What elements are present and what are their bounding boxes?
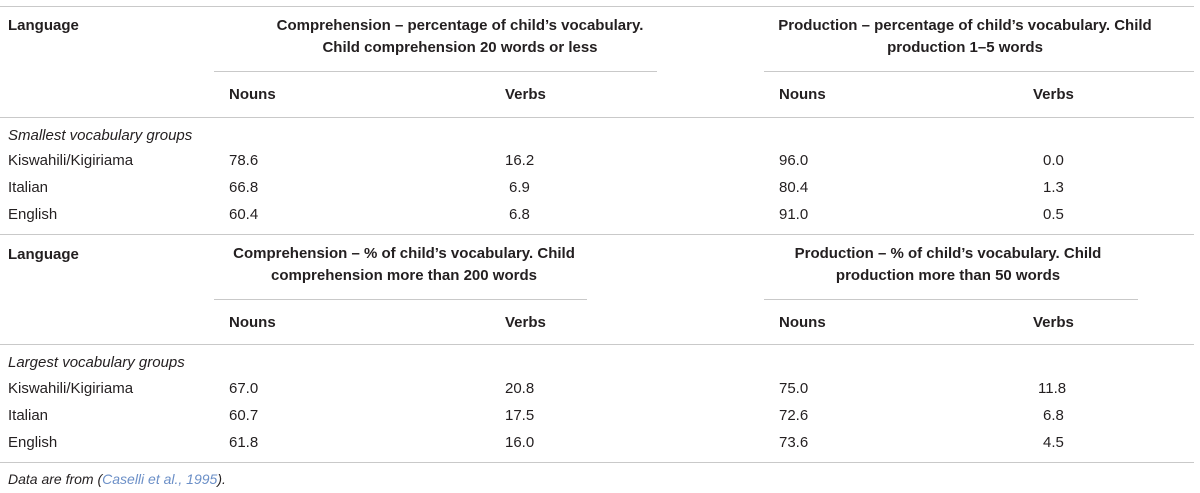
cell-language: Italian: [8, 179, 49, 196]
cell-language: Kiswahili/Kigiriama: [8, 380, 134, 397]
cell-comp-verbs: 17.5: [505, 407, 535, 424]
subheader-comp-nouns: Nouns: [229, 314, 276, 331]
subheader-prod-nouns: Nouns: [779, 86, 826, 103]
cell-comp-verbs: 6.8: [509, 206, 530, 223]
cell-language: Kiswahili/Kigiriama: [8, 152, 134, 169]
cell-prod-verbs: 0.0: [1043, 152, 1064, 169]
cell-comp-verbs: 16.2: [505, 152, 535, 169]
rule-subheader-2: [0, 344, 1194, 345]
subheader-prod-verbs: Verbs: [1033, 314, 1074, 331]
cell-comp-nouns: 67.0: [229, 380, 259, 397]
cell-comp-nouns: 60.4: [229, 206, 259, 223]
rule-comprehension-2: [214, 299, 587, 300]
cell-comp-verbs: 16.0: [505, 434, 535, 451]
cell-prod-verbs: 4.5: [1043, 434, 1064, 451]
group-label: Largest vocabulary groups: [8, 354, 185, 371]
production-header: Production – % of child’s vocabulary. Child production more than 50 words: [794, 245, 1102, 284]
cell-language: English: [8, 434, 58, 451]
subheader-prod-nouns: Nouns: [779, 314, 826, 331]
cell-comp-nouns: 61.8: [229, 434, 259, 451]
group-label: Smallest vocabulary groups: [8, 127, 193, 144]
cell-prod-nouns: 80.4: [779, 179, 809, 196]
comprehension-header: Comprehension – % of child’s vocabulary. Child comprehension more than 200 words: [233, 245, 575, 284]
footnote: [8, 471, 226, 488]
cell-comp-verbs: 6.9: [509, 179, 530, 196]
rule-comprehension-1: [214, 71, 657, 72]
cell-prod-nouns: 75.0: [779, 380, 809, 397]
cell-language: English: [8, 206, 58, 223]
cell-prod-nouns: 96.0: [779, 152, 809, 169]
subheader-prod-verbs: Verbs: [1033, 86, 1074, 103]
citation-link[interactable]: Caselli et al., 1995: [102, 471, 218, 487]
language-header: Language: [8, 17, 79, 34]
rule-section-divider: [0, 234, 1194, 235]
production-header: Production – percentage of child’s vocabulary. Child production 1–5 words: [778, 17, 1152, 56]
cell-prod-nouns: 73.6: [779, 434, 809, 451]
cell-language: Italian: [8, 407, 49, 424]
subheader-comp-verbs: Verbs: [505, 86, 546, 103]
footnote-suffix: ).: [217, 471, 226, 487]
rule-top: [0, 6, 1194, 7]
cell-comp-verbs: 20.8: [505, 380, 535, 397]
cell-prod-nouns: 72.6: [779, 407, 809, 424]
cell-prod-verbs: 0.5: [1043, 206, 1064, 223]
cell-comp-nouns: 78.6: [229, 152, 259, 169]
footnote-prefix: Data are from (: [8, 471, 103, 487]
cell-prod-verbs: 1.3: [1043, 179, 1064, 196]
rule-production-1: [764, 71, 1194, 72]
rule-production-2: [764, 299, 1138, 300]
cell-comp-nouns: 60.7: [229, 407, 259, 424]
cell-prod-verbs: 6.8: [1043, 407, 1064, 424]
rule-subheader-1: [0, 117, 1194, 118]
subheader-comp-verbs: Verbs: [505, 314, 546, 331]
rule-bottom: [0, 462, 1194, 463]
comprehension-header: Comprehension – percentage of child’s vocabulary. Child comprehension 20 words or less: [276, 17, 644, 56]
language-header: Language: [8, 246, 79, 263]
cell-comp-nouns: 66.8: [229, 179, 259, 196]
cell-prod-nouns: 91.0: [779, 206, 809, 223]
cell-prod-verbs: 11.8: [1038, 380, 1067, 397]
subheader-comp-nouns: Nouns: [229, 86, 276, 103]
